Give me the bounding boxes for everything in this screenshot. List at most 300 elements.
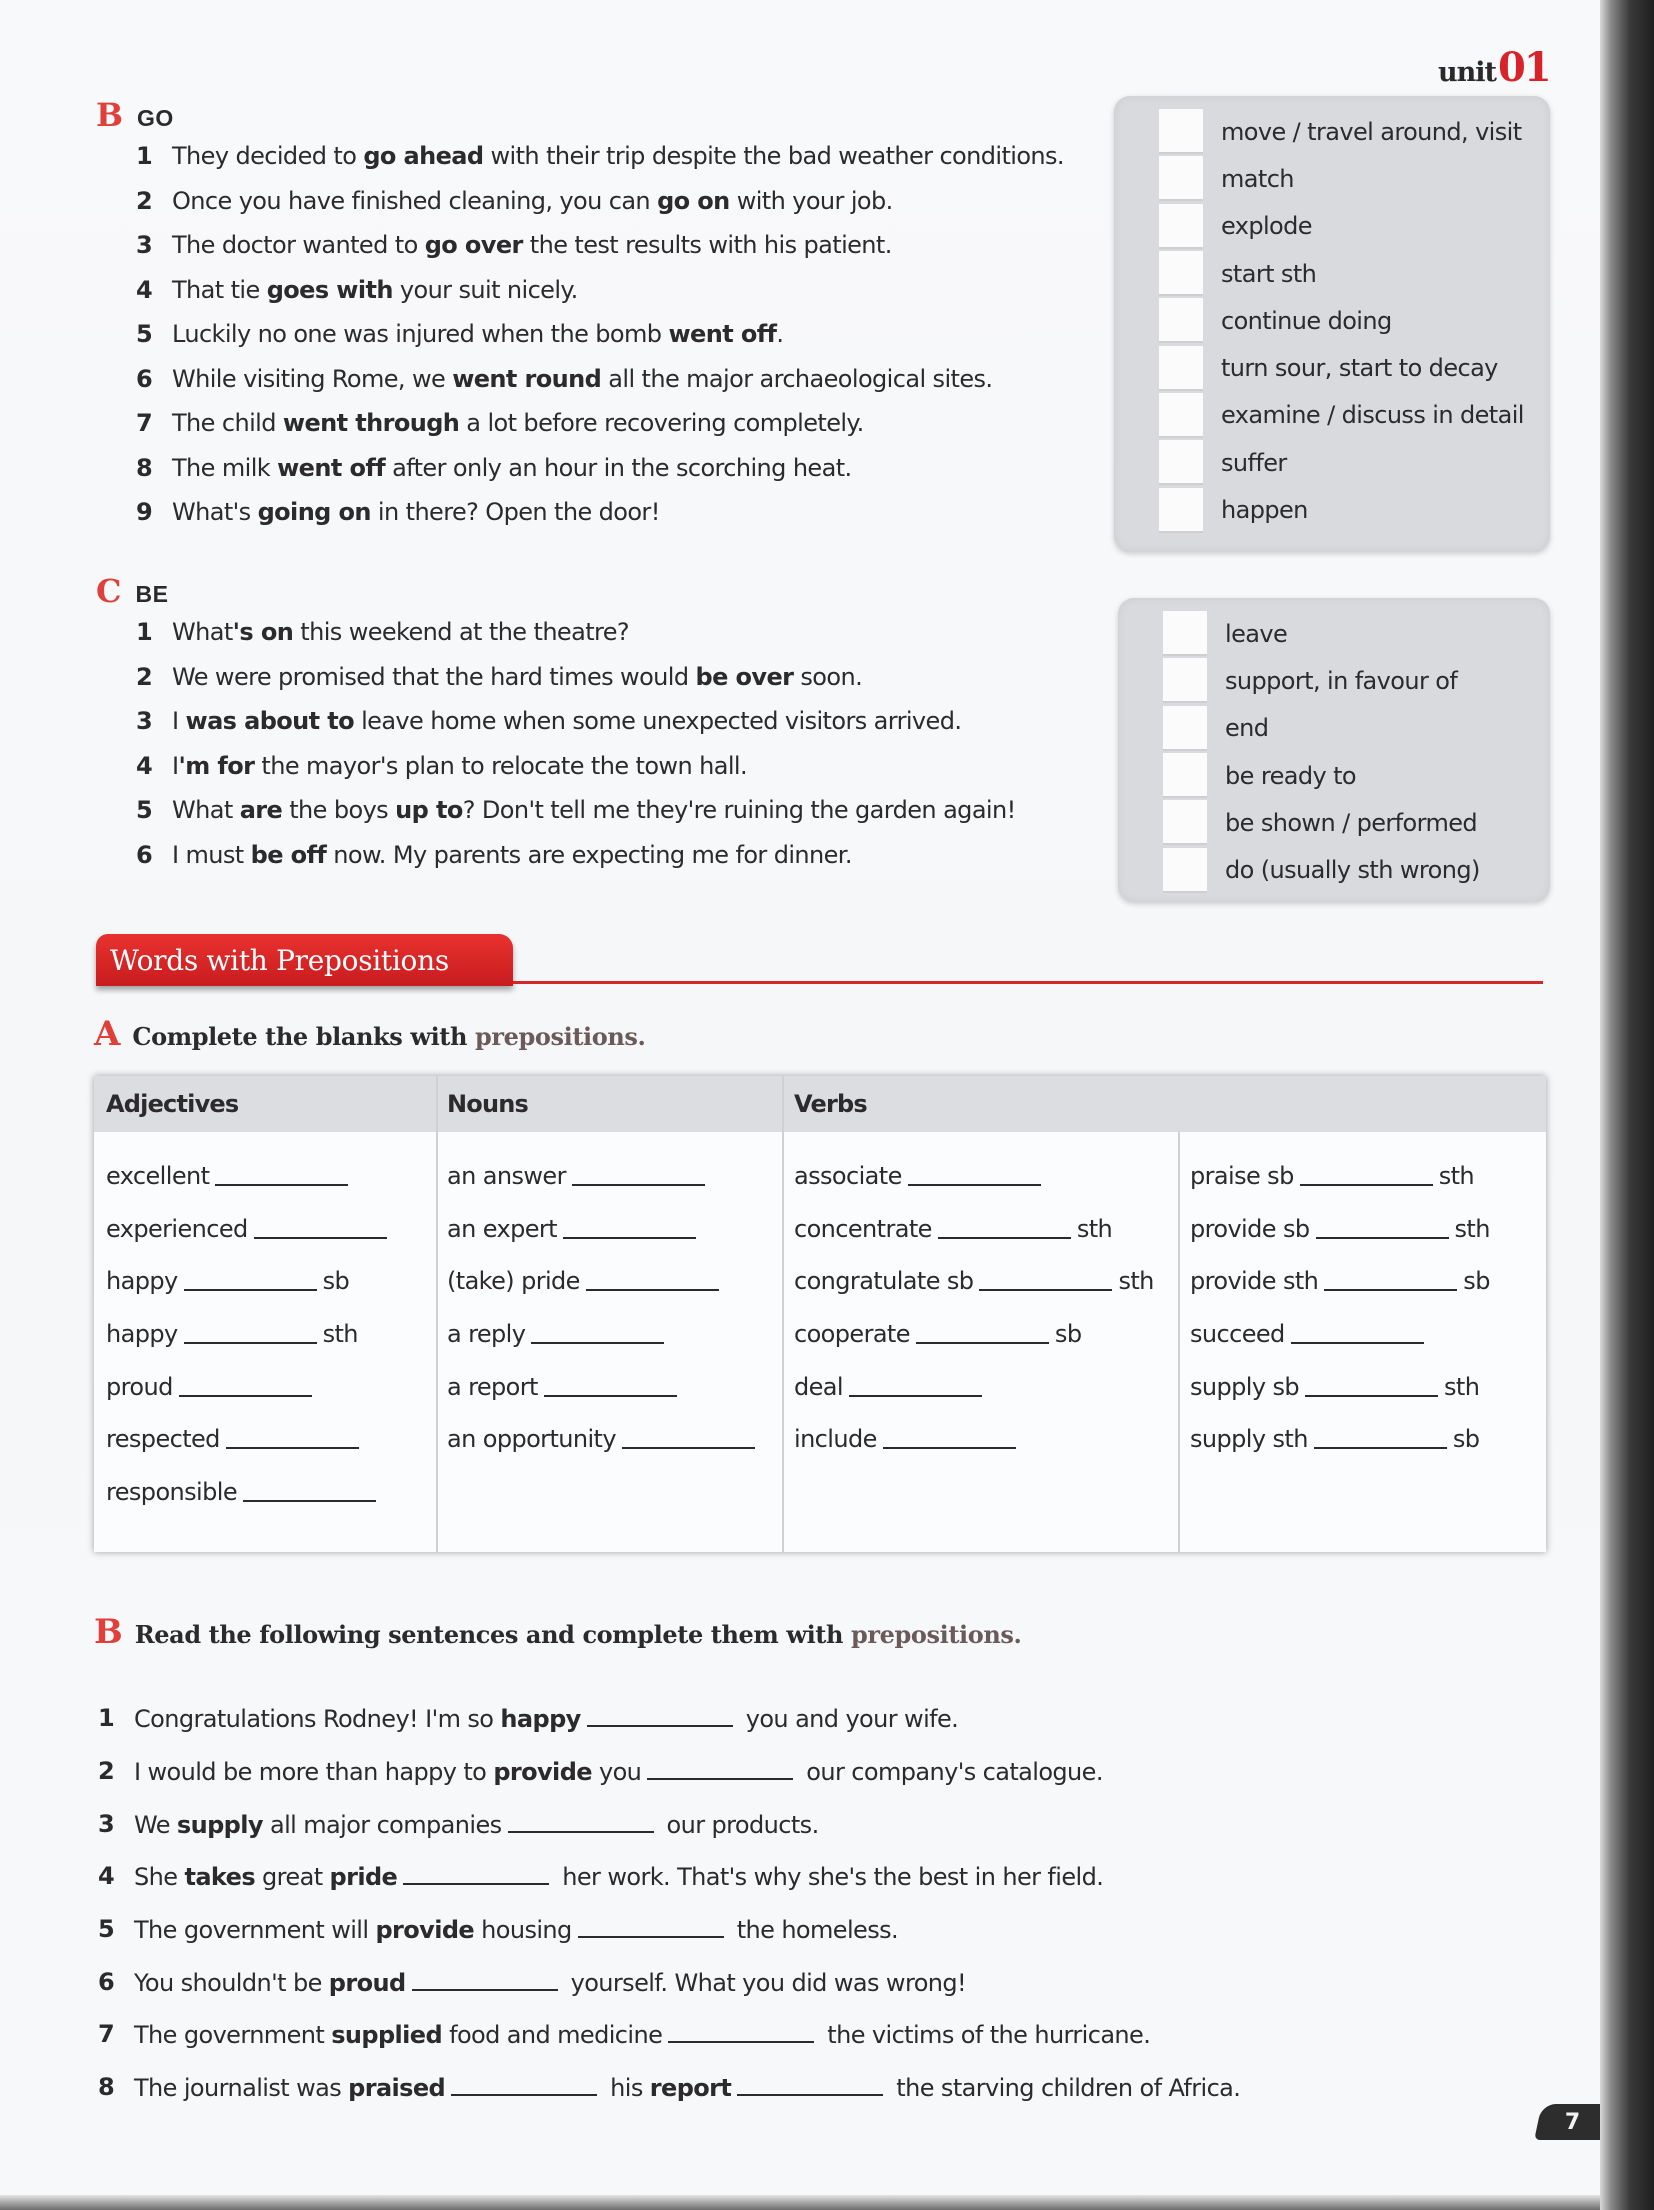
sentence-item <box>136 223 1064 268</box>
answer-box[interactable] <box>1163 658 1207 703</box>
sentence-item <box>136 655 1016 700</box>
blank-line[interactable] <box>979 1267 1112 1291</box>
text-segment: the boys <box>282 796 396 825</box>
item-number: 5 <box>136 796 153 825</box>
item-number: 4 <box>98 1862 115 1891</box>
go-sentence-list <box>136 134 1064 535</box>
blank-line[interactable] <box>849 1373 982 1397</box>
sentence-item <box>136 490 1064 535</box>
text-segment: the victims of the hurricane. <box>820 2021 1151 2050</box>
text-segment: That tie <box>172 275 267 304</box>
nouns-column <box>447 1162 761 1478</box>
column-divider <box>1178 1132 1180 1552</box>
key-word: proud <box>328 1968 406 1997</box>
object-hint: sth <box>1438 1162 1475 1190</box>
section-letter: B <box>96 96 124 134</box>
text-segment: The government will <box>134 1916 376 1945</box>
section-go-heading <box>96 96 174 134</box>
meaning-label: suffer <box>1221 448 1287 477</box>
meaning-label: be shown / performed <box>1225 808 1478 837</box>
sentence-item <box>136 401 1064 446</box>
sentence-text <box>172 752 747 780</box>
item-number: 1 <box>136 142 153 171</box>
word: include <box>794 1425 877 1454</box>
phrasal-verb: up to <box>395 796 463 825</box>
object-hint: sth <box>1076 1214 1113 1243</box>
word: an expert <box>447 1214 557 1243</box>
answer-box[interactable] <box>1159 346 1203 391</box>
instruction-text: Read the following sentences and complete them with prepositions. <box>134 1620 1022 1649</box>
meaning-row <box>1114 486 1550 533</box>
blank-line[interactable] <box>254 1215 387 1239</box>
text-segment: We were promised that the hard times would <box>172 662 696 691</box>
sentence-text <box>134 1914 898 1944</box>
phrasal-verb: be off <box>250 840 327 869</box>
text-segment: in there? Open the door! <box>370 498 660 527</box>
phrasal-verb: went round <box>452 364 602 393</box>
meaning-label: start sth <box>1221 259 1317 288</box>
text-segment: leave home when some unexpected visitors arrived. <box>354 707 962 736</box>
sentence-text <box>172 618 629 646</box>
blank-line[interactable] <box>1291 1320 1424 1344</box>
answer-box[interactable] <box>1163 848 1207 893</box>
item-number: 5 <box>136 320 153 349</box>
item-number: 6 <box>98 1967 115 1996</box>
banner-rule <box>513 981 1543 984</box>
text-segment: with their trip despite the bad weather conditions. <box>483 142 1064 171</box>
sentence-text <box>172 707 961 735</box>
sentence-text <box>172 320 783 348</box>
sentence-text <box>134 1809 819 1839</box>
text-segment: the homeless. <box>729 1916 899 1945</box>
answer-box[interactable] <box>1163 800 1207 845</box>
item-number: 1 <box>136 618 153 647</box>
blank-line[interactable] <box>647 1756 793 1780</box>
meaning-label: end <box>1225 714 1269 743</box>
blank-line[interactable] <box>1305 1373 1438 1397</box>
meaning-row <box>1114 392 1550 439</box>
sentence-text <box>172 454 852 482</box>
text-segment: . <box>776 320 784 349</box>
unit-number: 01 <box>1498 44 1550 91</box>
word: supply sth <box>1190 1425 1308 1454</box>
item-number: 9 <box>136 498 153 527</box>
header-nouns: Nouns <box>447 1090 529 1118</box>
text-segment: now. My parents are expecting me for dinner. <box>326 840 852 869</box>
word: excellent <box>106 1162 210 1190</box>
text-segment: I would be more than happy to <box>134 1758 494 1787</box>
blank-line[interactable] <box>531 1320 664 1344</box>
sentence-item <box>136 446 1064 491</box>
blank-line[interactable] <box>1314 1425 1447 1449</box>
blank-line[interactable] <box>938 1215 1071 1239</box>
sentence-item <box>136 357 1064 402</box>
text-segment: We <box>134 1810 177 1839</box>
key-word: report <box>649 2074 732 2103</box>
word: a report <box>447 1372 538 1401</box>
word: respected <box>106 1425 220 1454</box>
table-cell <box>1190 1373 1490 1426</box>
key-word: supply <box>176 1810 263 1839</box>
meaning-label: explode <box>1221 212 1312 241</box>
table-cell <box>106 1373 393 1426</box>
table-cell <box>794 1162 1154 1215</box>
sentence-text <box>134 1861 1103 1891</box>
blank-line[interactable] <box>1316 1215 1449 1239</box>
text-segment: great <box>255 1863 330 1892</box>
sentence-text <box>172 663 862 691</box>
blank-line[interactable] <box>668 2019 814 2043</box>
go-meanings-box <box>1114 96 1550 552</box>
object-hint: sb <box>1452 1425 1480 1454</box>
text-segment: you <box>591 1758 642 1787</box>
sentence-text <box>172 276 578 304</box>
meaning-row <box>1118 657 1550 704</box>
text-segment: Once you have finished cleaning, you can <box>172 186 658 215</box>
word: an answer <box>447 1162 566 1190</box>
phrasal-verb: 'm for <box>178 751 255 780</box>
page-bottom-edge <box>0 2195 1600 2210</box>
item-number: 6 <box>136 840 153 869</box>
key-word: pride <box>329 1863 398 1892</box>
sentence-item <box>136 179 1064 224</box>
meaning-row <box>1114 344 1550 391</box>
phrasal-verb: went off <box>277 453 386 482</box>
sentence-text <box>172 409 864 437</box>
word: an opportunity <box>447 1425 616 1454</box>
phrasal-verb: are <box>239 796 283 825</box>
word: experienced <box>106 1214 248 1243</box>
text-segment: our company's catalogue. <box>799 1758 1103 1787</box>
meaning-label: turn sour, start to decay <box>1221 354 1498 383</box>
instruction-text: Complete the blanks with prepositions. <box>132 1022 646 1051</box>
blank-line[interactable] <box>587 1703 733 1727</box>
answer-box[interactable] <box>1163 706 1207 751</box>
verbs-column-2 <box>1190 1162 1490 1478</box>
column-divider <box>782 1076 784 1552</box>
sentence-item <box>136 268 1064 313</box>
sentence-item <box>98 1745 1240 1798</box>
answer-box[interactable] <box>1163 611 1207 656</box>
text-segment: ? Don't tell me they're ruining the garden again! <box>462 796 1016 825</box>
answer-box[interactable] <box>1159 204 1203 249</box>
text-segment: your suit nicely. <box>392 275 578 304</box>
phrasal-verb: went off <box>668 320 777 349</box>
text-segment: you and your wife. <box>738 1705 959 1734</box>
sentence-item <box>98 1955 1240 2008</box>
phrasal-verb: went through <box>282 409 460 438</box>
table-cell <box>106 1267 393 1320</box>
text-segment: the mayor's plan to relocate the town hall. <box>254 751 747 780</box>
blank-line[interactable] <box>916 1320 1049 1344</box>
answer-box[interactable] <box>1163 753 1207 798</box>
unit-label <box>1438 44 1550 91</box>
blank-line[interactable] <box>179 1373 312 1397</box>
meaning-row <box>1118 799 1550 846</box>
text-segment: Congratulations Rodney! I'm so <box>134 1705 501 1734</box>
sentence-item <box>136 699 1016 744</box>
section-title: BE <box>135 581 169 607</box>
phrasal-verb: going on <box>257 498 371 527</box>
text-segment: I <box>172 751 179 780</box>
meaning-row <box>1114 155 1550 202</box>
table-cell <box>106 1478 393 1531</box>
answer-box[interactable] <box>1159 488 1203 533</box>
sentence-text <box>134 2072 1240 2102</box>
meaning-label: match <box>1221 164 1294 193</box>
word: deal <box>794 1372 843 1401</box>
text-segment: housing <box>474 1916 572 1945</box>
sentence-item <box>98 1850 1240 1903</box>
sentence-item <box>136 744 1016 789</box>
meaning-row <box>1114 439 1550 486</box>
blank-line[interactable] <box>737 2072 883 2096</box>
item-number: 7 <box>136 409 153 438</box>
meaning-row <box>1114 203 1550 250</box>
item-number: 3 <box>98 1809 115 1838</box>
meaning-row <box>1114 108 1550 155</box>
table-cell <box>794 1425 1154 1478</box>
sentence-text <box>172 365 992 393</box>
blank-line[interactable] <box>586 1267 719 1291</box>
key-word: happy <box>500 1705 581 1734</box>
text-segment: all the major archaeological sites. <box>601 364 993 393</box>
phrasal-verb: goes with <box>266 275 393 304</box>
text-segment: Luckily no one was injured when the bomb <box>172 320 669 349</box>
object-hint: sth <box>1444 1372 1480 1401</box>
sentence-item <box>98 1903 1240 1956</box>
word: cooperate <box>794 1320 910 1349</box>
text-segment: with your job. <box>729 186 893 215</box>
exercise-letter: B <box>94 1612 123 1652</box>
text-segment: the test results with his patient. <box>522 231 892 260</box>
sentence-text <box>172 796 1016 824</box>
table-header <box>94 1076 1546 1132</box>
text-segment: food and medicine <box>442 2021 663 2050</box>
meaning-label: leave <box>1225 619 1288 648</box>
table-cell <box>106 1215 393 1268</box>
table-cell <box>447 1373 761 1426</box>
item-number: 4 <box>136 275 153 304</box>
text-segment: You shouldn't be <box>134 1968 329 1997</box>
blank-line[interactable] <box>226 1425 359 1449</box>
answer-box[interactable] <box>1159 109 1203 154</box>
word: supply sb <box>1190 1372 1300 1401</box>
word: congratulate sb <box>794 1267 974 1296</box>
sentence-text <box>134 1703 958 1733</box>
table-cell <box>794 1267 1154 1320</box>
phrasal-verb: 's on <box>232 618 294 647</box>
word: proud <box>106 1372 173 1401</box>
blank-line[interactable] <box>403 1861 549 1885</box>
table-cell <box>447 1215 761 1268</box>
answer-box[interactable] <box>1159 440 1203 485</box>
word: (take) pride <box>447 1267 580 1296</box>
meaning-label: move / travel around, visit <box>1221 117 1522 146</box>
sentence-item <box>98 1797 1240 1850</box>
blank-line[interactable] <box>412 1967 558 1991</box>
blank-line[interactable] <box>563 1215 696 1239</box>
phrasal-verb: go on <box>657 186 730 215</box>
sentence-text <box>172 187 893 215</box>
key-word: provide <box>493 1758 592 1787</box>
sentence-text <box>172 841 852 869</box>
be-meanings-box <box>1118 598 1550 902</box>
table-cell <box>1190 1215 1490 1268</box>
text-segment: a lot before recovering completely. <box>459 409 864 438</box>
object-hint: sb <box>1054 1320 1082 1349</box>
phrasal-verb: go ahead <box>363 142 484 171</box>
table-cell <box>447 1425 761 1478</box>
meaning-label: support, in favour of <box>1225 666 1458 695</box>
meaning-label: do (usually sth wrong) <box>1225 856 1480 885</box>
column-divider <box>436 1076 438 1552</box>
sentence-text <box>134 1967 966 1997</box>
text-segment: What's <box>172 498 258 527</box>
section-be-heading <box>96 572 168 610</box>
meaning-row <box>1114 297 1550 344</box>
meaning-label: happen <box>1221 496 1308 525</box>
item-number: 6 <box>136 364 153 393</box>
word: a reply <box>447 1320 526 1349</box>
item-number: 2 <box>136 186 153 215</box>
item-number: 3 <box>136 231 153 260</box>
answer-box[interactable] <box>1159 298 1203 343</box>
object-hint: sb <box>1463 1267 1490 1296</box>
table-cell <box>794 1320 1154 1373</box>
text-segment: her work. That's why she's the best in her field. <box>555 1863 1104 1892</box>
blank-line[interactable] <box>578 1914 724 1938</box>
table-cell <box>447 1320 761 1373</box>
blank-line[interactable] <box>184 1267 317 1291</box>
item-number: 5 <box>98 1915 115 1944</box>
meaning-row <box>1118 846 1550 893</box>
sentence-item <box>136 833 1016 878</box>
word: provide sth <box>1190 1267 1319 1296</box>
table-cell <box>1190 1162 1490 1215</box>
table-cell <box>1190 1425 1490 1478</box>
text-segment: the starving children of Africa. <box>889 2074 1241 2103</box>
item-number: 7 <box>98 2020 115 2049</box>
text-segment: What <box>172 618 233 647</box>
text-segment: this weekend at the theatre? <box>293 618 630 647</box>
word: praise sb <box>1190 1162 1294 1190</box>
section-title: GO <box>137 105 174 131</box>
sentence-text <box>134 2019 1150 2049</box>
blank-line[interactable] <box>215 1162 348 1186</box>
text-segment: after only an hour in the scorching heat. <box>385 453 852 482</box>
table-cell <box>794 1373 1154 1426</box>
sentence-item <box>136 312 1064 357</box>
answer-box[interactable] <box>1159 156 1203 201</box>
item-number: 2 <box>98 1757 115 1786</box>
sentence-item <box>136 134 1064 179</box>
key-word: praised <box>348 2074 446 2103</box>
blank-line[interactable] <box>544 1373 677 1397</box>
sentence-text <box>172 142 1064 170</box>
table-cell <box>447 1267 761 1320</box>
key-word: supplied <box>331 2021 443 2050</box>
page-number: 7 <box>1565 2109 1581 2135</box>
answer-box[interactable] <box>1159 251 1203 296</box>
blank-line[interactable] <box>908 1162 1041 1186</box>
header-adjectives: Adjectives <box>106 1090 239 1118</box>
table-cell <box>1190 1320 1490 1373</box>
blank-line[interactable] <box>1324 1267 1457 1291</box>
text-segment: While visiting Rome, we <box>172 364 453 393</box>
exercise-letter: A <box>94 1014 121 1054</box>
exercise-a-instruction <box>94 1014 645 1054</box>
blank-line[interactable] <box>1300 1162 1433 1186</box>
adjectives-column <box>106 1162 393 1531</box>
word: provide sb <box>1190 1214 1310 1243</box>
meaning-label: continue doing <box>1221 306 1392 335</box>
object-hint: sth <box>1454 1214 1490 1243</box>
text-segment: The doctor wanted to <box>172 231 425 260</box>
phrasal-verb: was about to <box>185 707 355 736</box>
blank-line[interactable] <box>883 1425 1016 1449</box>
sentence-item <box>136 788 1016 833</box>
text-segment: soon. <box>793 662 863 691</box>
text-segment: yourself. What you did was wrong! <box>563 1968 967 1997</box>
object-hint: sb <box>322 1267 350 1296</box>
item-number: 8 <box>98 2073 115 2102</box>
sentence-item <box>98 2008 1240 2061</box>
book-spine-shadow <box>1600 0 1654 2210</box>
word: happy <box>106 1267 178 1296</box>
sentence-text <box>172 498 660 526</box>
table-cell <box>106 1320 393 1373</box>
blank-line[interactable] <box>572 1162 705 1186</box>
section-banner <box>96 934 513 986</box>
key-word: takes <box>184 1863 256 1892</box>
section-letter: C <box>96 572 122 610</box>
blank-line[interactable] <box>184 1320 317 1344</box>
table-cell <box>1190 1267 1490 1320</box>
text-segment: The milk <box>172 453 278 482</box>
sentence-item <box>136 610 1016 655</box>
word: responsible <box>106 1478 237 1507</box>
word: happy <box>106 1320 178 1349</box>
text-segment: The government <box>134 2021 332 2050</box>
item-number: 2 <box>136 662 153 691</box>
text-segment: our products. <box>659 1810 819 1839</box>
blank-line[interactable] <box>508 1809 654 1833</box>
word: associate <box>794 1162 902 1190</box>
text-segment: The child <box>172 409 283 438</box>
text-segment: What <box>172 796 240 825</box>
table-cell <box>447 1162 761 1215</box>
header-verbs: Verbs <box>794 1090 867 1118</box>
table-cell <box>106 1162 393 1215</box>
word: concentrate <box>794 1214 932 1243</box>
answer-box[interactable] <box>1159 393 1203 438</box>
text-segment: The journalist was <box>134 2074 349 2103</box>
sentence-item <box>98 2061 1240 2114</box>
be-sentence-list <box>136 610 1016 877</box>
blank-line[interactable] <box>243 1478 376 1502</box>
phrasal-verb: go over <box>424 231 523 260</box>
text-segment: all major companies <box>262 1810 502 1839</box>
object-hint: sth <box>1118 1267 1154 1296</box>
blank-line[interactable] <box>451 2072 597 2096</box>
item-number: 4 <box>136 751 153 780</box>
meaning-row <box>1114 250 1550 297</box>
blank-line[interactable] <box>622 1425 755 1449</box>
meaning-label: be ready to <box>1225 761 1357 790</box>
sentence-text <box>172 231 892 259</box>
meaning-row <box>1118 610 1550 657</box>
